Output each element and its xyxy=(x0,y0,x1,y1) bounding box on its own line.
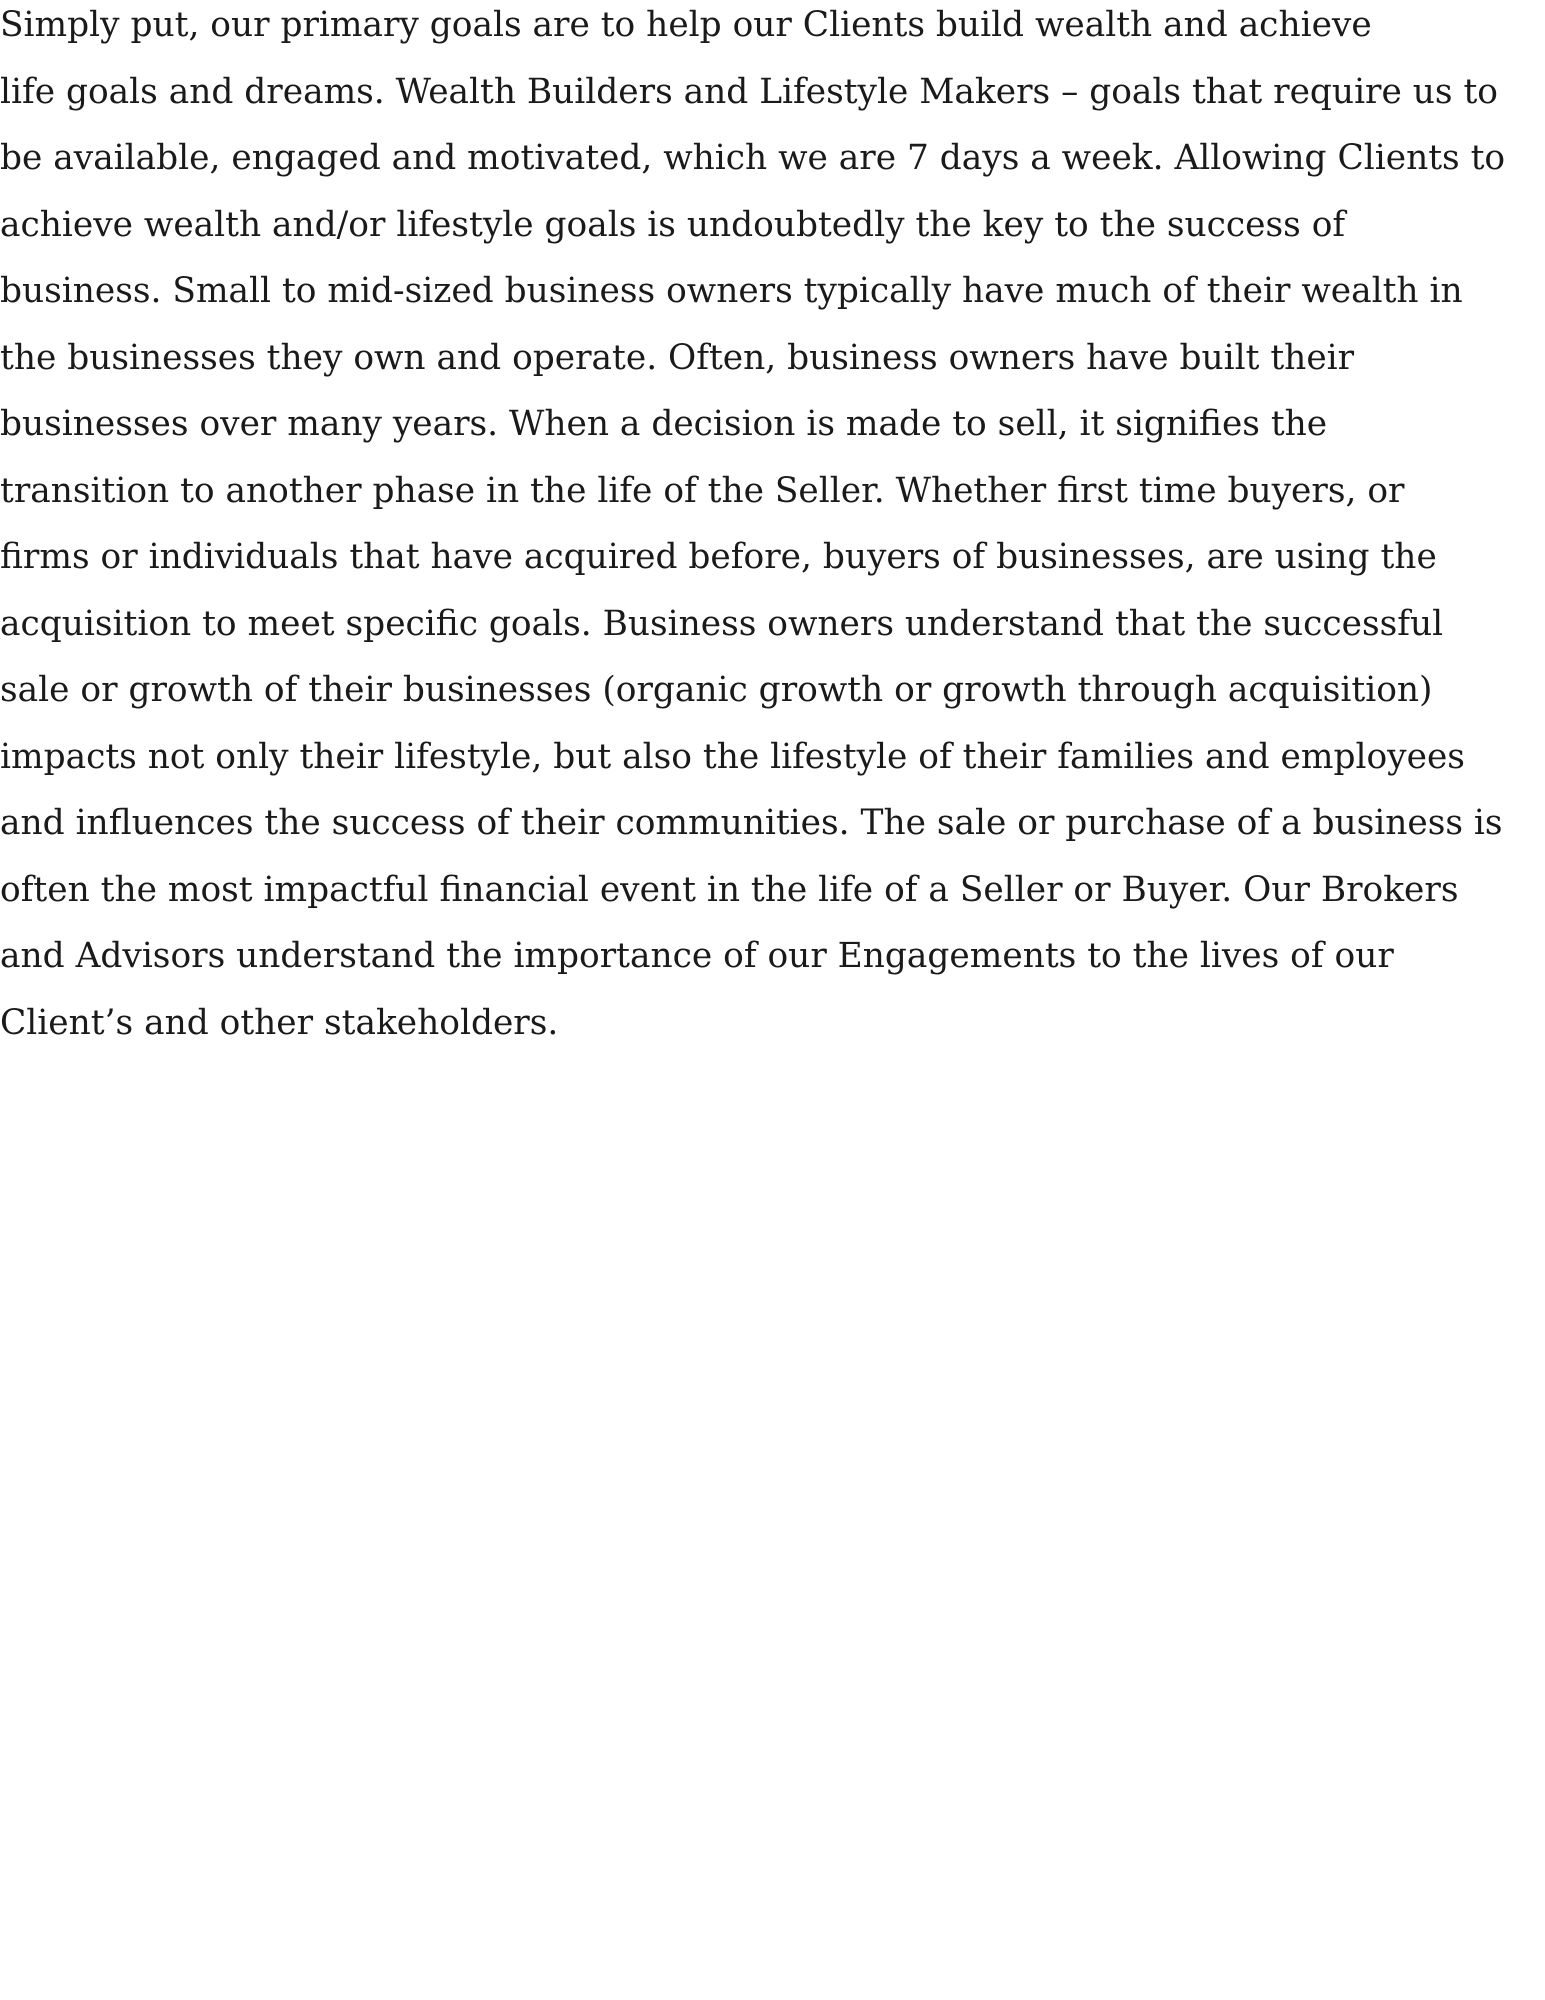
paragraph-line: business. Small to mid-sized business owners typically have much of their wealth in xyxy=(0,271,1463,311)
paragraph-line: the businesses they own and operate. Often, business owners have built their xyxy=(0,337,1355,378)
paragraph-line: often the most impactful financial event in the life of a Seller or Buyer. Our Brokers xyxy=(0,869,1459,910)
paragraph-line: be available, engaged and motivated, which we are 7 days a week. Allowing Clients to xyxy=(0,138,1506,178)
paragraph-line: firms or individuals that have acquired before, buyers of businesses, are using the xyxy=(0,537,1437,577)
paragraph-line: and Advisors understand the importance of our Engagements to the lives of our xyxy=(0,936,1394,976)
paragraph-line: Client’s and other stakeholders. xyxy=(0,1002,559,1043)
paragraph-line: sale or growth of their businesses (organic growth or growth through acquisition) xyxy=(0,670,1433,710)
paragraph-line: impacts not only their lifestyle, but also the lifestyle of their families and employees xyxy=(0,736,1465,777)
paragraph-line: achieve wealth and/or lifestyle goals is undoubtedly the key to the success of xyxy=(0,204,1346,245)
paragraph-line: transition to another phase in the life of the Seller. Whether first time buyers, or xyxy=(0,470,1405,511)
paragraph-line: and influences the success of their communities. The sale or purchase of a business is xyxy=(0,803,1503,843)
paragraph-line: acquisition to meet specific goals. Business owners understand that the successful xyxy=(0,603,1444,644)
paragraph-line: businesses over many years. When a decision is made to sell, it signifies the xyxy=(0,404,1328,444)
paragraph-line: life goals and dreams. Wealth Builders and Lifestyle Makers – goals that require us to xyxy=(0,71,1498,112)
paragraph-line: Simply put, our primary goals are to help our Clients build wealth and achieve xyxy=(0,5,1372,45)
